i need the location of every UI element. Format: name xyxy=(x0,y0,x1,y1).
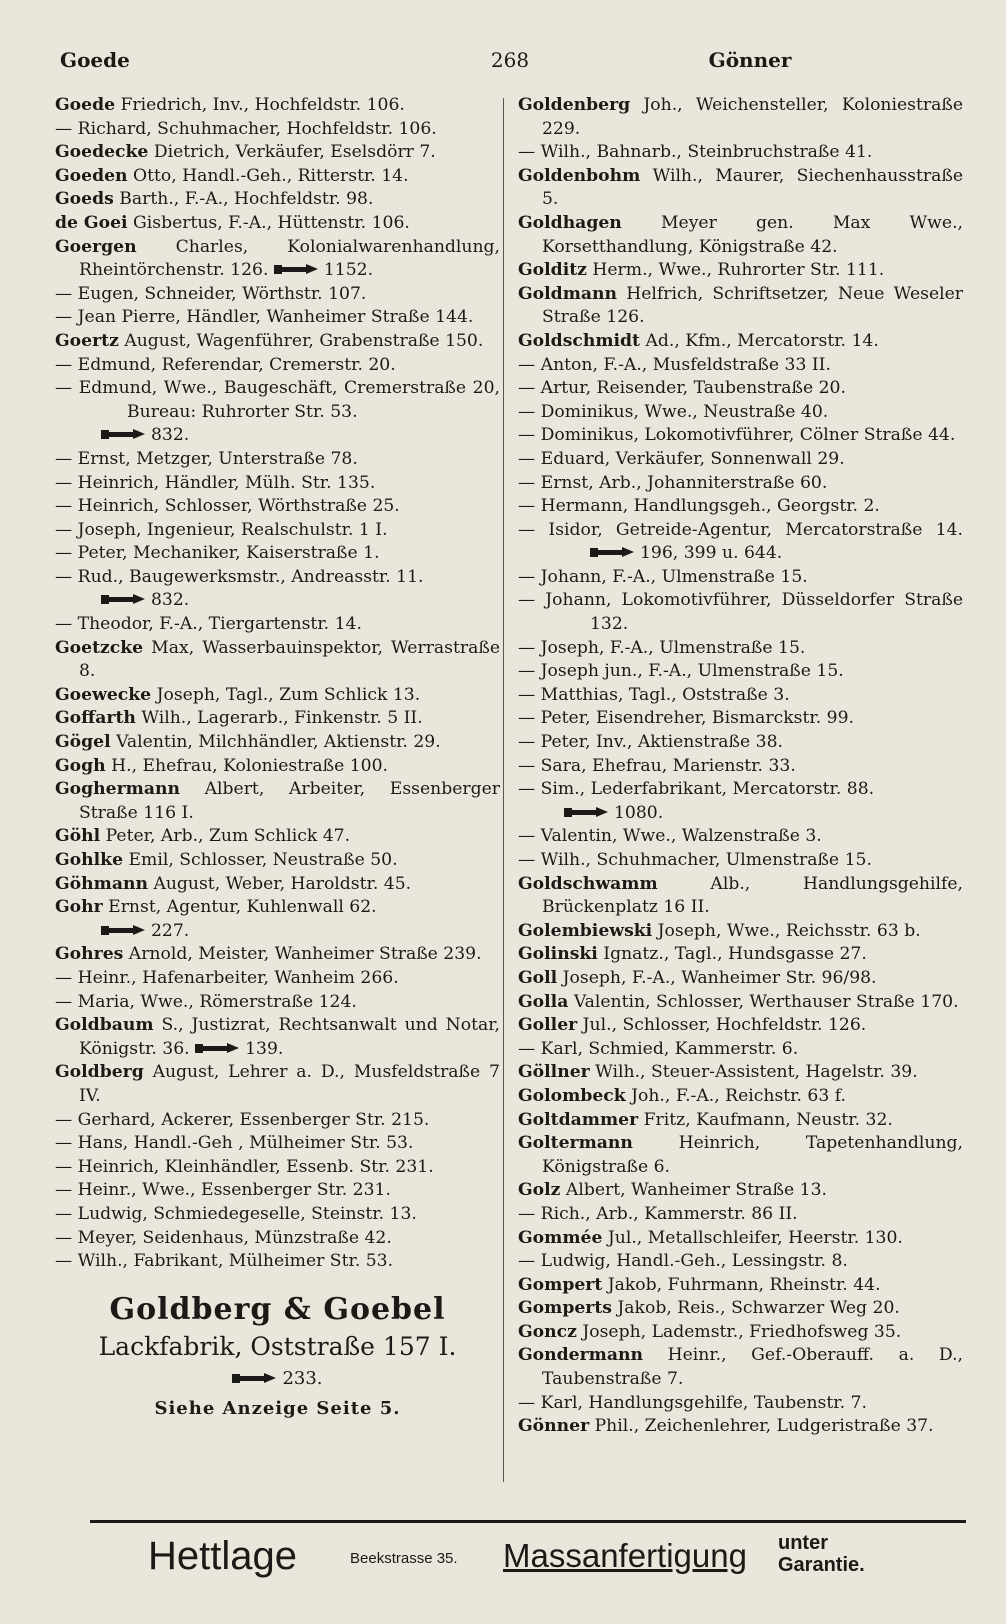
directory-entry xyxy=(55,896,500,920)
directory-entry xyxy=(518,283,963,330)
directory-entry xyxy=(55,849,500,873)
entry-details: — Ludwig, Schmiedegeselle, Steinstr. 13. xyxy=(55,1203,417,1224)
entry-details: Meyer gen. Max Wwe., Korsetthandlung, Königstraße 42. xyxy=(542,212,963,257)
directory-entry xyxy=(518,1014,963,1038)
directory-entry xyxy=(55,991,500,1015)
directory-entry xyxy=(55,306,500,330)
entry-surname: Goldbaum xyxy=(55,1015,154,1036)
directory-entry xyxy=(518,1415,963,1439)
directory-entry xyxy=(55,1227,500,1251)
directory-entry xyxy=(55,566,500,590)
entry-surname: Goergen xyxy=(55,236,137,257)
entry-details: — Joseph, F.-A., Ulmenstraße 15. xyxy=(518,637,806,658)
entry-surname: Goller xyxy=(518,1015,578,1036)
entry-details: — Dominikus, Wwe., Neustraße 40. xyxy=(518,401,829,422)
directory-entry xyxy=(55,1179,500,1203)
entry-details: — Peter, Mechaniker, Kaiserstraße 1. xyxy=(55,543,380,564)
entry-surname: Goldmann xyxy=(518,283,618,304)
footer-service: Massanfertigung xyxy=(503,1537,747,1574)
telephone-icon xyxy=(232,1371,276,1385)
entry-details: Max, Wasserbauinspektor, Werrastraße 8. xyxy=(79,637,501,682)
entry-details: — Wilh., Bahnarb., Steinbruchstraße 41. xyxy=(518,142,873,163)
directory-entry xyxy=(518,1203,963,1227)
entry-details: Arnold, Meister, Wanheimer Straße 239. xyxy=(128,944,482,965)
entry-surname: Golz xyxy=(518,1180,561,1201)
directory-entry xyxy=(55,825,500,849)
entry-details: Emil, Schlosser, Neustraße 50. xyxy=(128,850,398,870)
entry-details: Joseph, Wwe., Reichsstr. 63 b. xyxy=(657,920,921,941)
telephone-icon xyxy=(195,1041,239,1055)
directory-entry xyxy=(518,1132,963,1179)
entry-details: — Isidor, Getreide-Agentur, Mercatorstraße 14. xyxy=(518,519,963,540)
directory-entry xyxy=(55,141,500,165)
page-header xyxy=(60,48,960,78)
directory-entry xyxy=(518,778,963,802)
entry-details: — Ernst, Metzger, Unterstraße 78. xyxy=(55,448,358,469)
entry-details: — Ernst, Arb., Johanniterstraße 60. xyxy=(518,472,828,493)
entry-details: — Sim., Lederfabrikant, Mercatorstr. 88. xyxy=(518,779,875,800)
entry-details: Fritz, Kaufmann, Neustr. 32. xyxy=(643,1109,893,1130)
directory-entry xyxy=(55,755,500,779)
entry-details: — Heinrich, Händler, Mülh. Str. 135. xyxy=(55,472,376,493)
entry-surname: Gommée xyxy=(518,1227,603,1248)
directory-entry xyxy=(518,1321,963,1345)
directory-entry xyxy=(55,589,500,613)
phone-number: 196, 399 u. 644. xyxy=(640,543,783,564)
running-head-left: Goede xyxy=(60,48,130,72)
directory-entry xyxy=(55,472,500,496)
entry-details: — Theodor, F.-A., Tiergartenstr. 14. xyxy=(55,614,362,635)
directory-entry xyxy=(55,778,500,825)
directory-entry xyxy=(518,1038,963,1062)
entry-details: Wilh., Steuer-Assistent, Hagelstr. 39. xyxy=(595,1062,918,1083)
ad-business-line: Lackfabrik, Oststraße 157 I. xyxy=(98,1331,457,1361)
directory-entry xyxy=(55,212,500,236)
directory-entry xyxy=(55,873,500,897)
entry-details: S., Justizrat, Rechtsanwalt und Notar, Königstr. 36. xyxy=(79,1015,501,1059)
entry-details: Heinrich, Tapetenhandlung, Königstraße 6. xyxy=(542,1133,964,1177)
directory-entry xyxy=(55,731,500,755)
entry-details: Jul., Metallschleifer, Heerstr. 130. xyxy=(607,1227,903,1248)
directory-entry xyxy=(55,613,500,637)
directory-entry xyxy=(518,802,963,826)
entry-surname: Gohres xyxy=(55,944,124,965)
directory-entry xyxy=(518,825,963,849)
directory-entry xyxy=(518,967,963,991)
entry-details: — Johann, F.-A., Ulmenstraße 15. xyxy=(518,566,808,587)
entry-details: — Eugen, Schneider, Wörthstr. 107. xyxy=(55,283,367,304)
entry-details: — Heinrich, Kleinhändler, Essenb. Str. 231. xyxy=(55,1156,434,1177)
entry-details: — Maria, Wwe., Römerstraße 124. xyxy=(55,991,357,1012)
entry-surname: Golombeck xyxy=(518,1085,626,1106)
entry-details: August, Wagenführer, Grabenstraße 150. xyxy=(124,330,484,351)
directory-entry xyxy=(55,495,500,519)
entry-surname: Goeden xyxy=(55,165,128,186)
entry-surname: Golinski xyxy=(518,944,598,965)
entry-details: Joh., Weichensteller, Koloniestraße 229. xyxy=(542,95,963,139)
entry-surname: Golembiewski xyxy=(518,920,653,941)
entry-surname: Goedecke xyxy=(55,142,149,163)
entry-surname: Goldenberg xyxy=(518,95,631,115)
ad-phone-line xyxy=(55,1364,500,1394)
entry-surname: Gögel xyxy=(55,732,111,753)
entry-details: Joseph, F.-A., Wanheimer Str. 96/98. xyxy=(562,967,877,988)
directory-entry xyxy=(55,519,500,543)
footer-guarantee xyxy=(778,1532,865,1576)
entry-details: — Jean Pierre, Händler, Wanheimer Straße 144. xyxy=(55,307,474,328)
directory-entry xyxy=(55,967,500,991)
phone-number: 832. xyxy=(151,590,190,611)
directory-entry xyxy=(518,684,963,708)
telephone-icon xyxy=(274,262,318,276)
directory-entry xyxy=(518,991,963,1015)
entry-details: Alb., Handlungsgehilfe, Brückenplatz 16 II. xyxy=(542,873,963,918)
telephone-icon xyxy=(590,545,634,559)
entry-surname: Goghermann xyxy=(55,779,180,800)
telephone-icon xyxy=(101,592,145,606)
directory-entry xyxy=(518,1392,963,1416)
entry-surname: Göhl xyxy=(55,826,101,847)
directory-entry xyxy=(55,1014,500,1061)
entry-details: — Wilh., Fabrikant, Mülheimer Str. 53. xyxy=(55,1251,394,1272)
entry-details: — Heinrich, Schlosser, Wörthstraße 25. xyxy=(55,496,400,517)
directory-entry xyxy=(55,236,500,283)
directory-entry xyxy=(55,283,500,307)
entry-details: Jakob, Reis., Schwarzer Weg 20. xyxy=(617,1298,900,1319)
advertisement-box xyxy=(55,1290,500,1424)
entry-details: Peter, Arb., Zum Schlick 47. xyxy=(105,826,351,847)
page-number: 268 xyxy=(490,48,530,72)
entry-details: — Eduard, Verkäufer, Sonnenwall 29. xyxy=(518,448,845,469)
directory-entry xyxy=(518,660,963,684)
phone-number: 832. xyxy=(151,425,190,446)
directory-entry xyxy=(518,1061,963,1085)
entry-details: — Karl, Schmied, Kammerstr. 6. xyxy=(518,1038,799,1059)
right-column xyxy=(518,94,963,1439)
entry-details: — Richard, Schuhmacher, Hochfeldstr. 106. xyxy=(55,118,437,139)
directory-entry xyxy=(55,1109,500,1133)
column-divider xyxy=(503,98,504,1482)
directory-entry xyxy=(55,1156,500,1180)
entry-details: — Hermann, Handlungsgeh., Georgstr. 2. xyxy=(518,496,880,517)
footer-address: Beekstrasse 35. xyxy=(350,1550,458,1567)
entry-details: — Joseph jun., F.-A., Ulmenstraße 15. xyxy=(518,661,844,682)
entry-details: Wilh., Maurer, Siechenhausstraße 5. xyxy=(542,165,963,210)
phone-number: 1152. xyxy=(323,260,374,281)
directory-entry xyxy=(55,684,500,708)
entry-details: Heinr., Gef.-Oberauff. a. D., Taubenstraße 7. xyxy=(542,1345,963,1390)
directory-entry xyxy=(55,354,500,378)
directory-entry xyxy=(518,212,963,259)
entry-details: Albert, Wanheimer Straße 13. xyxy=(565,1180,828,1201)
entry-details: Albert, Arbeiter, Essenberger Straße 116 I. xyxy=(79,779,500,823)
entry-details: — Karl, Handlungsgehilfe, Taubenstr. 7. xyxy=(518,1392,867,1413)
entry-details: Gisbertus, F.-A., Hüttenstr. 106. xyxy=(133,212,410,233)
entry-details: Wilh., Lagerarb., Finkenstr. 5 II. xyxy=(141,708,423,729)
entry-details: — Johann, Lokomotivführer, Düsseldorfer Straße 132. xyxy=(518,590,963,635)
entry-surname: Goldhagen xyxy=(518,212,622,233)
entry-surname: Gogh xyxy=(55,755,106,776)
footer-guarantee-line2: Garantie. xyxy=(778,1554,865,1576)
entry-surname: Gohr xyxy=(55,897,103,918)
directory-entry xyxy=(518,354,963,378)
entry-details: Ad., Kfm., Mercatorstr. 14. xyxy=(645,330,879,351)
entry-surname: Goncz xyxy=(518,1321,577,1342)
ad-phone-number: 233. xyxy=(282,1367,323,1389)
directory-entry xyxy=(518,141,963,165)
entry-surname: de Goei xyxy=(55,212,128,233)
entry-details: H., Ehefrau, Koloniestraße 100. xyxy=(111,755,388,776)
directory-entry xyxy=(55,424,500,448)
directory-entry xyxy=(55,330,500,354)
entry-details: — Peter, Eisendreher, Bismarckstr. 99. xyxy=(518,708,854,729)
entry-details: — Edmund, Referendar, Cremerstr. 20. xyxy=(55,354,396,375)
entry-surname: Goertz xyxy=(55,330,119,351)
telephone-icon xyxy=(101,923,145,937)
directory-entry xyxy=(55,1203,500,1227)
entry-details: Joh., F.-A., Reichstr. 63 f. xyxy=(631,1085,846,1106)
footer-brand: Hettlage xyxy=(148,1534,297,1578)
directory-entry xyxy=(518,1179,963,1203)
entry-details: — Gerhard, Ackerer, Essenberger Str. 215. xyxy=(55,1109,430,1130)
entry-details: — Joseph, Ingenieur, Realschulstr. 1 I. xyxy=(55,519,388,540)
right-entry-list xyxy=(518,94,963,1439)
entry-surname: Gompert xyxy=(518,1274,603,1295)
phone-number: 139. xyxy=(245,1038,284,1059)
left-column xyxy=(55,94,500,1424)
entry-details: — Hans, Handl.-Geh , Mülheimer Str. 53. xyxy=(55,1133,414,1154)
entry-details: Charles, Kolonialwarenhandlung, Rheintörchenstr. 126. xyxy=(79,236,501,281)
entry-details: — Meyer, Seidenhaus, Münzstraße 42. xyxy=(55,1227,392,1248)
directory-entry xyxy=(55,377,500,424)
entry-details: — Sara, Ehefrau, Marienstr. 33. xyxy=(518,755,796,776)
entry-surname: Goldberg xyxy=(55,1062,144,1083)
directory-entry xyxy=(55,188,500,212)
entry-surname: Goldenbohm xyxy=(518,165,641,186)
directory-entry xyxy=(518,637,963,661)
ad-reference-note: Siehe Anzeige Seite 5. xyxy=(154,1397,401,1419)
telephone-icon xyxy=(564,805,608,819)
entry-details: Joseph, Lademstr., Friedhofsweg 35. xyxy=(582,1321,902,1342)
directory-entry xyxy=(518,920,963,944)
directory-entry xyxy=(518,1109,963,1133)
footer-advertisement xyxy=(148,1530,968,1586)
entry-details: August, Lehrer a. D., Musfeldstraße 7 IV. xyxy=(79,1062,500,1106)
directory-entry xyxy=(518,943,963,967)
entry-surname: Gohlke xyxy=(55,850,124,870)
entry-details: Ignatz., Tagl., Hundsgasse 27. xyxy=(603,944,867,965)
directory-entry xyxy=(55,637,500,684)
directory-entry xyxy=(55,1132,500,1156)
running-head-right: Gönner xyxy=(708,48,792,72)
entry-surname: Goltermann xyxy=(518,1133,633,1154)
entry-surname: Goede xyxy=(55,95,116,115)
entry-details: — Wilh., Schuhmacher, Ulmenstraße 15. xyxy=(518,850,872,870)
entry-details: — Edmund, Wwe., Baugeschäft, Cremerstraße 20, Bureau: Ruhrorter Str. 53. xyxy=(55,378,500,422)
directory-entry xyxy=(518,1344,963,1391)
ad-company-name: Goldberg & Goebel xyxy=(109,1291,446,1327)
directory-entry xyxy=(55,707,500,731)
directory-entry xyxy=(55,943,500,967)
entry-details: Valentin, Schlosser, Werthauser Straße 170. xyxy=(573,991,959,1012)
entry-details: Dietrich, Verkäufer, Eselsdörr 7. xyxy=(153,142,436,163)
directory-entry xyxy=(518,1250,963,1274)
directory-entry xyxy=(518,495,963,519)
phone-number: 227. xyxy=(151,920,190,941)
entry-surname: Goll xyxy=(518,967,558,988)
footer-rule xyxy=(90,1520,966,1523)
directory-entry xyxy=(518,448,963,472)
entry-details: — Rich., Arb., Kammerstr. 86 II. xyxy=(518,1203,798,1224)
entry-details: — Heinr., Wwe., Essenberger Str. 231. xyxy=(55,1180,391,1201)
entry-details: — Artur, Reisender, Taubenstraße 20. xyxy=(518,378,846,399)
directory-entry xyxy=(55,118,500,142)
directory-entry xyxy=(518,1085,963,1109)
entry-details: — Anton, F.-A., Musfeldstraße 33 II. xyxy=(518,354,831,375)
directory-entry xyxy=(55,165,500,189)
directory-entry xyxy=(518,165,963,212)
entry-surname: Gönner xyxy=(518,1416,590,1437)
directory-entry xyxy=(518,472,963,496)
left-entry-list xyxy=(55,94,500,1274)
directory-entry xyxy=(518,1227,963,1251)
entry-details: Otto, Handl.-Geh., Ritterstr. 14. xyxy=(133,165,409,186)
directory-entry xyxy=(518,377,963,401)
entry-surname: Goewecke xyxy=(55,684,152,705)
directory-entry xyxy=(518,755,963,779)
entry-details: — Valentin, Wwe., Walzenstraße 3. xyxy=(518,826,822,847)
entry-details: — Rud., Baugewerksmstr., Andreasstr. 11. xyxy=(55,566,424,587)
entry-details: Phil., Zeichenlehrer, Ludgeristraße 37. xyxy=(594,1416,934,1437)
directory-entry xyxy=(55,448,500,472)
directory-entry xyxy=(518,519,963,566)
entry-surname: Goffarth xyxy=(55,708,136,729)
entry-details: Friedrich, Inv., Hochfeldstr. 106. xyxy=(120,95,405,115)
entry-details: Joseph, Tagl., Zum Schlick 13. xyxy=(156,684,421,705)
telephone-icon xyxy=(101,427,145,441)
entry-surname: Gondermann xyxy=(518,1345,643,1366)
entry-details: August, Weber, Haroldstr. 45. xyxy=(153,873,412,894)
directory-entry xyxy=(55,920,500,944)
directory-entry xyxy=(518,566,963,590)
directory-entry xyxy=(55,1061,500,1108)
entry-details: Valentin, Milchhändler, Aktienstr. 29. xyxy=(116,732,441,753)
directory-entry xyxy=(518,330,963,354)
entry-surname: Golla xyxy=(518,991,569,1012)
directory-entry xyxy=(518,94,963,141)
directory-entry xyxy=(518,731,963,755)
directory-entry xyxy=(55,94,500,118)
entry-details: Jul., Schlosser, Hochfeldstr. 126. xyxy=(582,1015,867,1036)
directory-entry xyxy=(518,424,963,448)
footer-guarantee-line1: unter xyxy=(778,1532,828,1554)
directory-entry xyxy=(518,1274,963,1298)
entry-details: — Dominikus, Lokomotivführer, Cölner Straße 44. xyxy=(518,425,956,446)
entry-details: Barth., F.-A., Hochfeldstr. 98. xyxy=(119,189,374,210)
entry-surname: Goltdammer xyxy=(518,1109,639,1130)
entry-surname: Golditz xyxy=(518,260,587,281)
entry-details: Ernst, Agentur, Kuhlenwall 62. xyxy=(108,897,377,918)
directory-entry xyxy=(518,401,963,425)
directory-entry xyxy=(518,259,963,283)
directory-entry xyxy=(518,707,963,731)
directory-entry xyxy=(518,589,963,636)
phone-number: 1080. xyxy=(614,802,664,823)
entry-surname: Goetzcke xyxy=(55,637,144,658)
entry-surname: Göhmann xyxy=(55,873,148,894)
entry-details: — Heinr., Hafenarbeiter, Wanheim 266. xyxy=(55,967,399,988)
entry-surname: Göllner xyxy=(518,1062,590,1083)
entry-details: Jakob, Fuhrmann, Rheinstr. 44. xyxy=(607,1274,881,1295)
entry-details: Helfrich, Schriftsetzer, Neue Weseler Straße 126. xyxy=(542,283,963,328)
entry-details: — Matthias, Tagl., Oststraße 3. xyxy=(518,684,790,705)
entry-surname: Goeds xyxy=(55,189,114,210)
entry-details: — Peter, Inv., Aktienstraße 38. xyxy=(518,732,783,753)
entry-details: — Ludwig, Handl.-Geh., Lessingstr. 8. xyxy=(518,1251,848,1272)
entry-surname: Goldschmidt xyxy=(518,330,640,351)
directory-entry xyxy=(518,1297,963,1321)
entry-details: Herm., Wwe., Ruhrorter Str. 111. xyxy=(592,260,885,281)
entry-surname: Goldschwamm xyxy=(518,873,658,894)
directory-entry xyxy=(55,542,500,566)
directory-entry xyxy=(55,1250,500,1274)
directory-entry xyxy=(518,849,963,873)
directory-entry xyxy=(518,873,963,920)
entry-surname: Gomperts xyxy=(518,1298,612,1319)
